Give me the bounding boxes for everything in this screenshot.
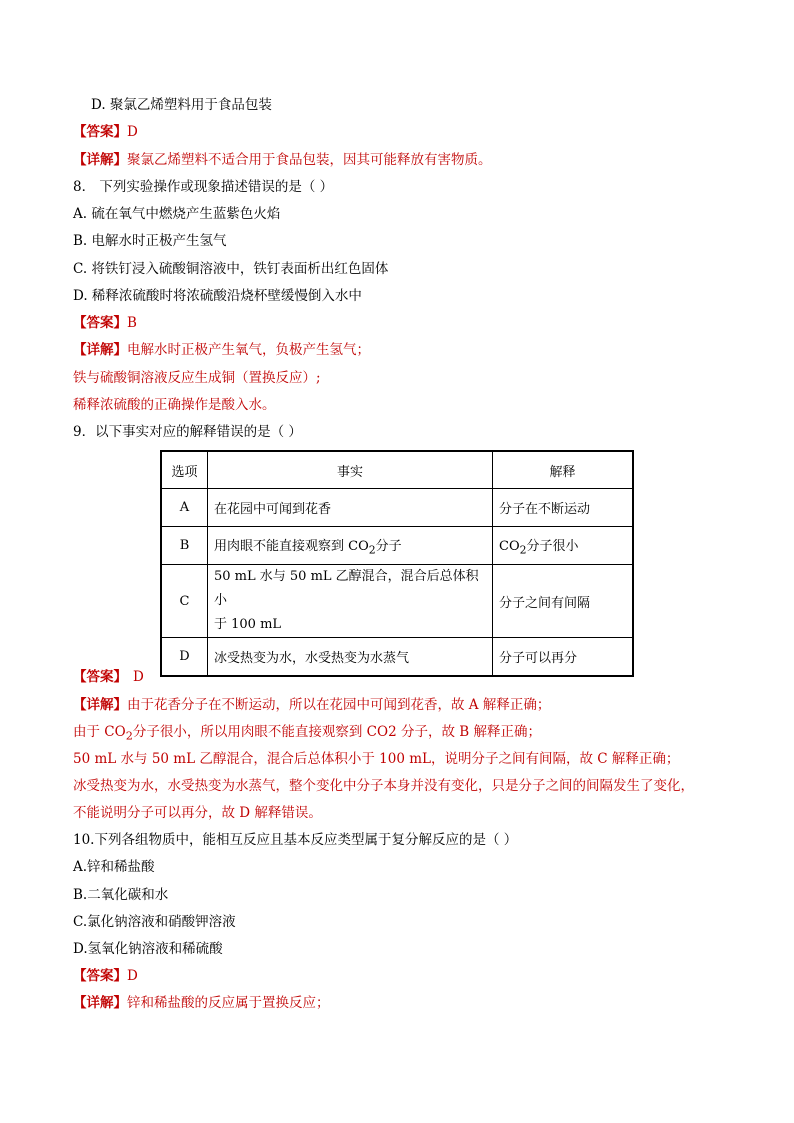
q8-option-d: D. 稀释浓硫酸时将浓硫酸沿烧杯壁缓慢倒入水中 [73, 288, 362, 304]
q8-option-c: C. 将铁钉浸入硫酸铜溶液中，铁钉表面析出红色固体 [73, 261, 389, 277]
explain-label: 【详解】 [73, 342, 127, 358]
row-fact: 在花园中可闻到花香 [208, 489, 493, 527]
table-row [161, 489, 633, 527]
row-fact [208, 565, 493, 638]
q9-explain-line-3: 50 mL 水与 50 mL 乙醇混合，混合后总体积小于 100 mL，说明分子之间有间隔，故 C 解释正确； [73, 751, 680, 767]
reason-text: CO [499, 538, 520, 554]
table-row [161, 638, 633, 676]
q7-answer [73, 122, 138, 142]
explain-text: 由于花香分子在不断运动，所以在花园中可闻到花香，故 A 解释正确； [127, 697, 551, 713]
q9-explain-line-5: 不能说明分子可以再分，故 D 解释错误。 [73, 805, 322, 821]
q8-option-b: B. 电解水时正极产生氢气 [73, 233, 227, 249]
table-row [161, 565, 633, 638]
explain-text: 由于 CO [73, 724, 126, 740]
header-option: 选项 [161, 451, 208, 489]
q7-option-d: D. 聚氯乙烯塑料用于食品包装 [91, 97, 272, 113]
row-reason [493, 527, 634, 565]
answer-value: D [133, 669, 144, 685]
fact-text-end: 分子 [375, 538, 402, 554]
explain-text: 锌和稀盐酸的反应属于置换反应； [127, 995, 330, 1011]
q9-facts-table [160, 450, 634, 677]
answer-label: 【答案】 [73, 124, 127, 140]
q8-explain [73, 340, 370, 360]
fact-text: 用肉眼不能直接观察到 CO [214, 538, 369, 554]
q10-option-b: B.二氧化碳和水 [73, 887, 169, 903]
table-row [161, 527, 633, 565]
row-fact: 冰受热变为水，水受热变为水蒸气 [208, 638, 493, 676]
row-option: B [161, 527, 208, 565]
explain-subscript: 2 [125, 729, 133, 743]
header-reason: 解释 [493, 451, 634, 489]
fact-line-1: 50 mL 水与 50 mL 乙醇混合，混合后总体积小 [214, 569, 479, 608]
row-fact [208, 527, 493, 565]
row-option: C [161, 565, 208, 638]
q10-stem: 10.下列各组物质中，能相互反应且基本反应类型属于复分解反应的是（ ） [73, 832, 518, 848]
fact-subscript: 2 [368, 543, 376, 557]
answer-label: 【答案】 [73, 968, 127, 984]
q8-answer [73, 313, 137, 333]
row-option: D [161, 638, 208, 676]
answer-value: D [127, 968, 138, 984]
q9-explain-line-4: 冰受热变为水，水受热变为水蒸气，整个变化中分子本身并没有变化，只是分子之间的间隔发生了变化， [73, 778, 694, 794]
q8-explain-line-2: 铁与硫酸铜溶液反应生成铜（置换反应）; [73, 370, 321, 386]
table-header-row [161, 451, 633, 489]
q10-option-d: D.氢氧化钠溶液和稀硫酸 [73, 941, 223, 957]
fact-line-2: 于 100 mL [214, 617, 282, 632]
q10-option-c: C.氯化钠溶液和硝酸钾溶液 [73, 914, 236, 930]
reason-text-end: 分子很小 [526, 538, 579, 554]
answer-value: B [127, 315, 137, 331]
reason-subscript: 2 [519, 543, 527, 557]
q10-explain [73, 993, 330, 1013]
explain-text: 聚氯乙烯塑料不适合用于食品包装，因其可能释放有害物质。 [127, 152, 492, 168]
explain-text-end: 分子很小，所以用肉眼不能直接观察到 CO2 分子，故 B 解释正确； [132, 724, 541, 740]
q8-stem: 8． 下列实验操作或现象描述错误的是（ ） [73, 179, 334, 195]
row-reason: 分子在不断运动 [493, 489, 634, 527]
row-option: A [161, 489, 208, 527]
q10-option-a: A.锌和稀盐酸 [73, 859, 155, 875]
q8-option-a: A. 硫在氧气中燃烧产生蓝紫色火焰 [73, 206, 281, 222]
explain-label: 【详解】 [73, 995, 127, 1011]
answer-value: D [127, 124, 138, 140]
explain-text: 电解水时正极产生氧气，负极产生氢气； [127, 342, 370, 358]
q9-explain [73, 695, 550, 715]
explain-label: 【详解】 [73, 697, 127, 713]
row-reason: 分子之间有间隔 [493, 565, 634, 638]
answer-label: 【答案】 [73, 669, 127, 685]
explain-label: 【详解】 [73, 152, 127, 168]
q9-answer [73, 667, 144, 687]
q10-answer [73, 966, 138, 986]
answer-label: 【答案】 [73, 315, 127, 331]
q7-explain [73, 150, 492, 170]
q9-stem: 9．以下事实对应的解释错误的是（ ） [73, 424, 302, 440]
header-fact: 事实 [208, 451, 493, 489]
q9-explain-line-2 [73, 722, 541, 747]
row-reason: 分子可以再分 [493, 638, 634, 676]
q8-explain-line-3: 稀释浓硫酸的正确操作是酸入水。 [73, 397, 276, 413]
